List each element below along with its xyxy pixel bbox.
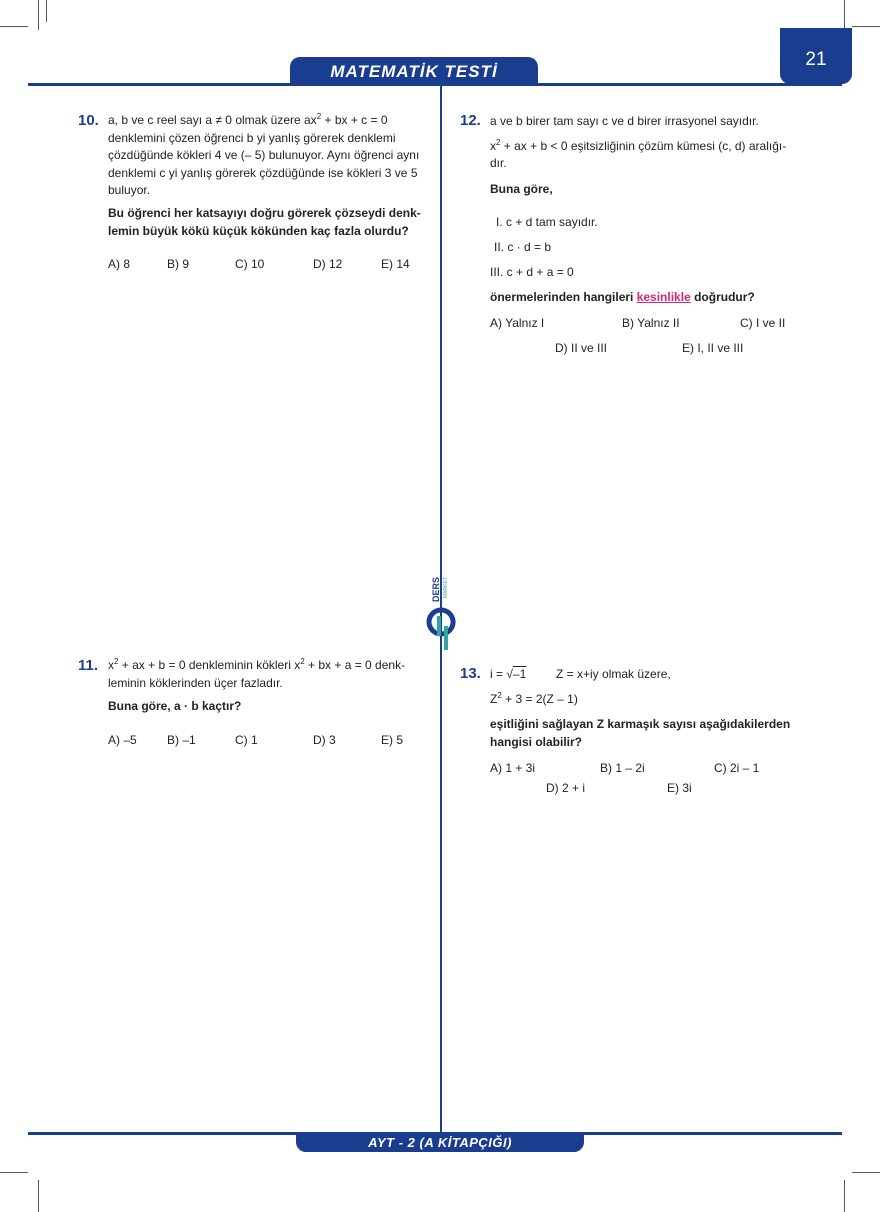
q10-prompt-line2: lemin büyük kökü küçük kökünden kaç fazla olurdu? [108, 223, 409, 238]
sqrt-sign: √ [506, 667, 513, 681]
option-e[interactable]: E) I, II ve III [682, 341, 744, 355]
crop-mark [0, 1172, 28, 1173]
option-d[interactable]: D) 12 [313, 257, 343, 271]
option-d[interactable]: D) 2 + i [546, 781, 586, 795]
q12-statement-1: I. c + d tam sayıdır. [496, 215, 598, 229]
option-c[interactable]: C) I ve II [740, 316, 786, 330]
option-a[interactable]: A) –5 [108, 733, 137, 747]
crop-mark [38, 0, 39, 30]
logo-name: DERS [431, 576, 441, 602]
q10-line5: buluyor. [108, 183, 151, 197]
q10-prompt [108, 205, 428, 240]
question-number: 11. [78, 657, 99, 674]
crop-mark [38, 1180, 39, 1212]
option-a[interactable]: A) 8 [108, 257, 131, 271]
question-number: 13. [460, 665, 481, 682]
crop-mark [852, 26, 880, 27]
q12-line2: $x^2$ + ax + b < 0 eşitsizliğinin çözüm kümesi (c, d) aralığı- [490, 138, 787, 153]
option-e[interactable]: E) 5 [381, 733, 404, 747]
option-b[interactable]: B) 1 – 2i [600, 761, 645, 775]
q13-line1: i = √–1 [490, 667, 527, 681]
q10-line1: a, b ve c reel sayı a ≠ 0 olmak üzere $ax^2$ + bx + c = 0 [108, 112, 388, 127]
option-e[interactable]: E) 3i [667, 781, 692, 795]
q11-stem [108, 657, 428, 692]
option-c[interactable]: C) 10 [235, 257, 265, 271]
q10-prompt-line1: Bu öğrenci her katsayıyı doğru görerek çözseydi denk- [108, 206, 421, 220]
q13-prompt-line1: eşitliğini sağlayan Z karmaşık sayısı aşağıdakilerden [490, 717, 791, 731]
q12-statement-3: III. c + d + a = 0 [490, 265, 574, 279]
q12-statement-2: II. c · d = b [494, 240, 552, 254]
q13-prompt [490, 716, 804, 751]
option-c[interactable]: C) 2i – 1 [714, 761, 760, 775]
option-a[interactable]: A) 1 + 3i [490, 761, 536, 775]
crop-mark [844, 1180, 845, 1212]
q11-line2: leminin köklerinden üçer fazladır. [108, 675, 283, 690]
q13-line1-right: Z = x+iy olmak üzere, [556, 667, 671, 681]
crop-mark [844, 0, 845, 30]
option-d[interactable]: D) 3 [313, 733, 336, 747]
q11-line1: $x^2$ + ax + b = 0 denkleminin kökleri $x^2$ + bx + a = 0 denk- [108, 657, 406, 672]
q12-line3: dır. [490, 156, 507, 170]
question-number: 10. [78, 112, 99, 129]
q12-question: önermelerinden hangileri kesinlikle doğrudur? [490, 290, 755, 304]
emphasis-word: kesinlikle [636, 290, 691, 304]
crop-mark [0, 26, 28, 27]
option-e[interactable]: E) 14 [381, 257, 410, 271]
q10-line3: çözdüğünde kökleri 4 ve (– 5) bulunuyor. Aynı öğrenci aynı [108, 148, 420, 162]
page-number: 21 [780, 28, 852, 84]
q12-line1: a ve b birer tam sayı c ve d birer irrasyonel sayıdır. [490, 114, 759, 128]
booklet-label: AYT - 2 (A KİTAPÇIĞI) [296, 1133, 584, 1152]
crop-mark [46, 0, 47, 22]
page-title: MATEMATİK TESTİ [290, 57, 538, 85]
question-number: 12. [460, 112, 481, 129]
q10-line4: denklemi c yi yanlış görerek çözdüğünde ise kökleri 3 ve 5 [108, 165, 418, 180]
q13-prompt-line2: hangisi olabilir? [490, 734, 583, 749]
option-b[interactable]: B) Yalnız II [622, 316, 680, 330]
q10-line2: denklemini çözen öğrenci b yi yanlış görerek denklemi [108, 130, 396, 145]
q11-prompt: Buna göre, a · b kaçtır? [108, 699, 242, 713]
q13-line2: $Z^2 + 3 = 2(Z - 1)$ [490, 691, 578, 706]
option-b[interactable]: B) –1 [167, 733, 196, 747]
logo-sub: MARKET [443, 577, 449, 598]
logo-mark-icon [425, 606, 457, 652]
option-a[interactable]: A) Yalnız I [490, 316, 545, 330]
q12-prompt: Buna göre, [490, 182, 553, 196]
option-c[interactable]: C) 1 [235, 733, 258, 747]
publisher-logo [425, 568, 457, 652]
crop-mark [852, 1172, 880, 1173]
q10-stem [108, 112, 422, 200]
option-d[interactable]: D) II ve III [555, 341, 608, 355]
option-b[interactable]: B) 9 [167, 257, 190, 271]
